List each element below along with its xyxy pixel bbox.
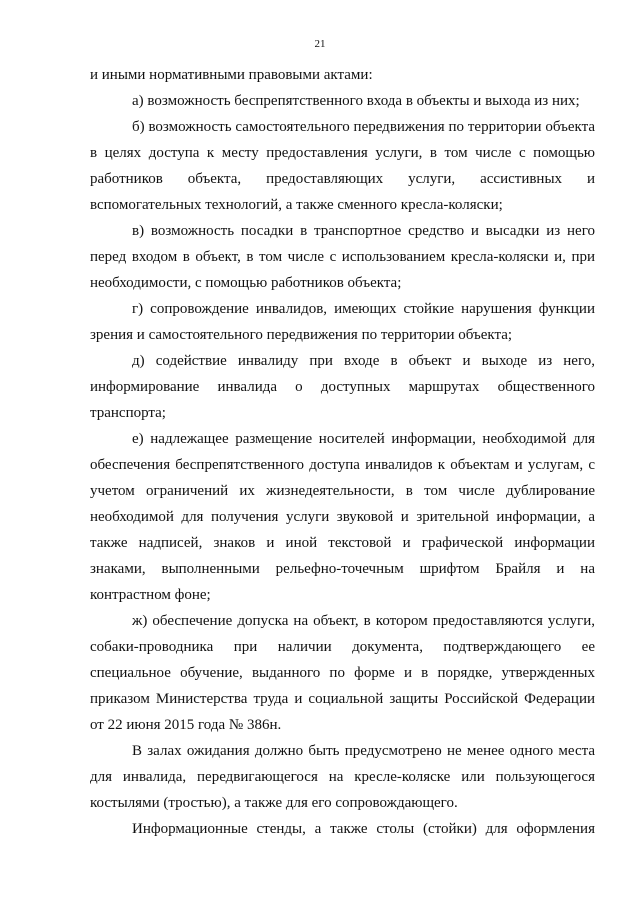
paragraph-item-d: д) содействие инвалиду при входе в объект и выходе из него, информирование инвалида о доступных маршрутах общественного транспорта; xyxy=(90,353,595,421)
paragraph-item-v: в) возможность посадки в транспортное средство и высадки из него перед входом в объект, в том числе с использованием кресла-коляски и, при необходимости, с помощью работников объекта; xyxy=(90,223,595,291)
paragraph: и иными нормативными правовыми актами: xyxy=(90,67,373,83)
page-number: 21 xyxy=(314,38,326,50)
paragraph-item-g: г) сопровождение инвалидов, имеющих стойкие нарушения функции зрения и самостоятельного передвижения по территории объекта; xyxy=(90,301,595,343)
paragraph-item-e: е) надлежащее размещение носителей информации, необходимой для обеспечения беспрепятственного доступа инвалидов к объектам и услугам, с учетом ограничений их жизнедеятельности, в том числе дублирование необходимой для получения услуги звуковой и зрительной информации, а также надписей, знаков и иной текстовой и графической информации знаками, выполненными рельефно-точечным шрифтом Брайля и на контрастном фоне; xyxy=(90,431,595,603)
paragraph-item-b: б) возможность самостоятельного передвижения по территории объекта в целях доступа к месту предоставления услуги, в том числе с помощью работников объекта, предоставляющих услуги, ассистивных и вспомогательных технологий, а также сменного кресла-коляски; xyxy=(90,119,595,213)
paragraph-item-zh: ж) обеспечение допуска на объект, в котором предоставляются услуги, собаки-проводника при наличии документа, подтверждающего ее специальное обучение, выданного по форме и в порядке, утвержденных приказом Министерства труда и социальной защиты Российской Федерации от 22 июня 2015 года № 386н. xyxy=(90,613,595,733)
document-body xyxy=(90,62,595,842)
paragraph-waiting-rooms: В залах ожидания должно быть предусмотрено не менее одного места для инвалида, передвигающегося на кресле-коляске или пользующегося костылями (тростью), а также для его сопровождающего. xyxy=(90,743,595,811)
paragraph-item-a: а) возможность беспрепятственного входа в объекты и выхода из них; xyxy=(132,93,580,109)
paragraph-info-stands: Информационные стенды, а также столы (стойки) для оформления xyxy=(132,821,595,837)
